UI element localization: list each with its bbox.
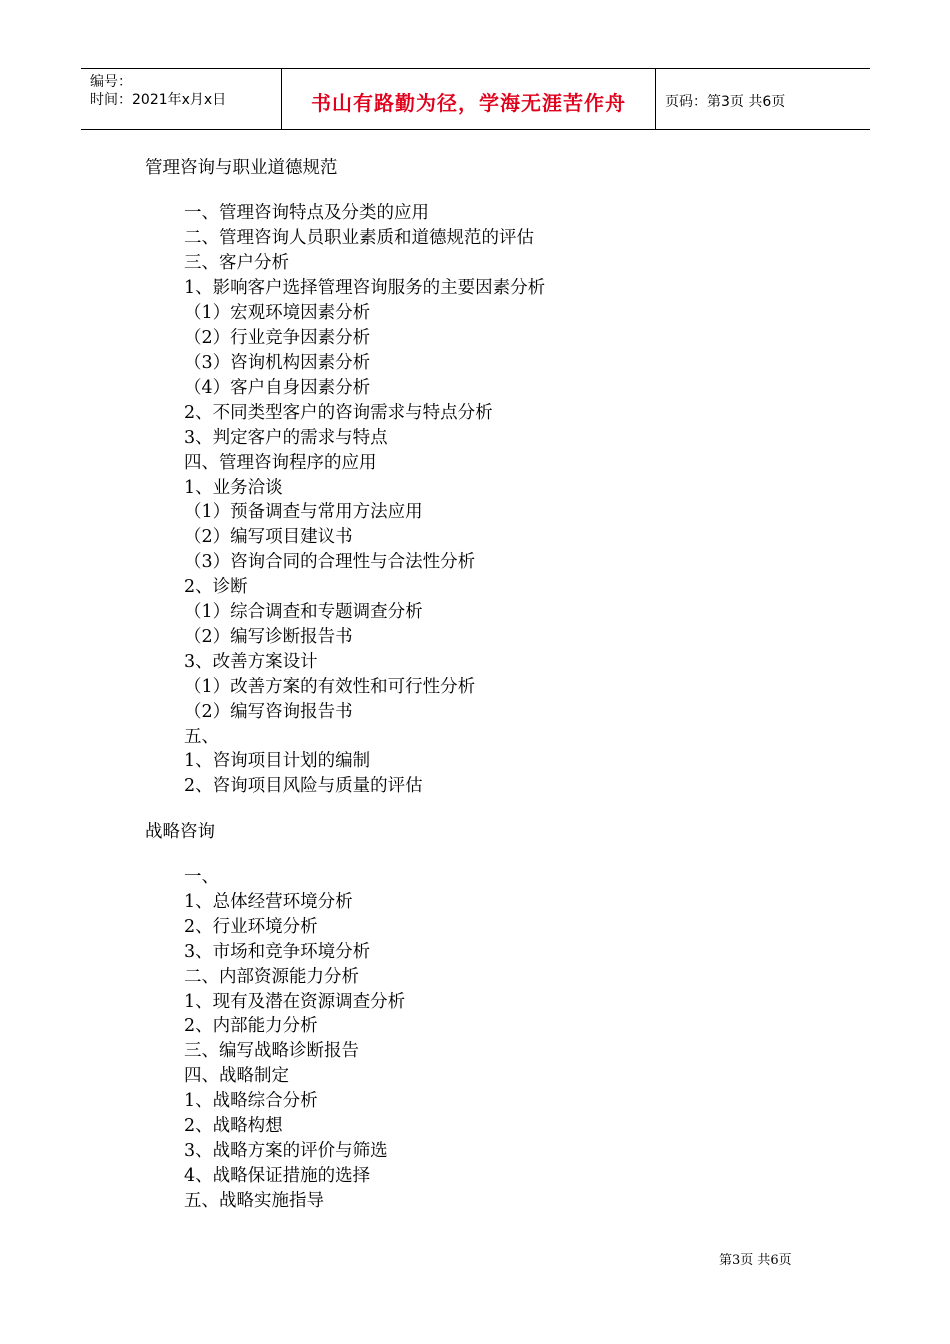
outline-line: 2、内部能力分析 (184, 1016, 318, 1036)
outline-line: 2、咨询项目风险与质量的评估 (184, 776, 423, 796)
outline-line: 一、管理咨询特点及分类的应用 (184, 203, 429, 223)
outline-line: 三、编写战略诊断报告 (184, 1041, 359, 1061)
outline-line: 2、不同类型客户的咨询需求与特点分析 (184, 403, 493, 423)
header-page-number: 页码：第3页 共6页 (665, 94, 786, 110)
outline-line: （3）咨询机构因素分析 (184, 353, 371, 373)
outline-line: （3）咨询合同的合理性与合法性分析 (184, 552, 476, 572)
document-date: 时间：2021年x月x日 (90, 92, 227, 108)
outline-line: （2）编写咨询报告书 (184, 702, 353, 722)
outline-line: 二、内部资源能力分析 (184, 967, 359, 987)
document-number: 编号： (90, 74, 132, 90)
outline-line: 1、影响客户选择管理咨询服务的主要因素分析 (184, 278, 546, 298)
outline-line: 3、市场和竞争环境分析 (184, 942, 371, 962)
header-right-cell (655, 69, 870, 129)
outline-line: 四、战略制定 (184, 1066, 289, 1086)
outline-line: 1、业务洽谈 (184, 478, 283, 498)
outline-line: 3、判定客户的需求与特点 (184, 428, 388, 448)
page-footer: 第3页 共6页 (719, 1253, 792, 1268)
outline-line: 1、现有及潜在资源调查分析 (184, 992, 406, 1012)
outline-line: 2、行业环境分析 (184, 917, 318, 937)
header-left-cell (81, 69, 281, 129)
outline-line: 2、诊断 (184, 577, 248, 597)
outline-line: （4）客户自身因素分析 (184, 378, 371, 398)
outline-line: 三、客户分析 (184, 253, 289, 273)
outline-line: （1）改善方案的有效性和可行性分析 (184, 677, 476, 697)
header-motto-cell (281, 69, 656, 129)
outline-line: （2）编写诊断报告书 (184, 627, 353, 647)
outline-line: 3、战略方案的评价与筛选 (184, 1141, 388, 1161)
page-header (81, 68, 870, 130)
outline-line: 一、 (184, 867, 219, 887)
outline-line: 3、改善方案设计 (184, 652, 318, 672)
outline-line: 五、战略实施指导 (184, 1191, 324, 1211)
outline-line: （1）宏观环境因素分析 (184, 303, 371, 323)
outline-line: 1、咨询项目计划的编制 (184, 751, 371, 771)
outline-line: 1、战略综合分析 (184, 1091, 318, 1111)
header-motto: 书山有路勤为径，学海无涯苦作舟 (311, 90, 626, 115)
outline-line: （1）综合调查和专题调查分析 (184, 602, 423, 622)
outline-line: 4、战略保证措施的选择 (184, 1166, 371, 1186)
section-title: 战略咨询 (145, 822, 215, 842)
outline-line: 四、管理咨询程序的应用 (184, 453, 377, 473)
outline-line: 2、战略构想 (184, 1116, 283, 1136)
outline-line: 五、 (184, 727, 219, 747)
outline-line: （2）编写项目建议书 (184, 527, 353, 547)
outline-line: 1、总体经营环境分析 (184, 892, 353, 912)
outline-line: （1）预备调查与常用方法应用 (184, 502, 423, 522)
section-title: 管理咨询与职业道德规范 (145, 158, 338, 178)
outline-line: 二、管理咨询人员职业素质和道德规范的评估 (184, 228, 534, 248)
outline-line: （2）行业竞争因素分析 (184, 328, 371, 348)
